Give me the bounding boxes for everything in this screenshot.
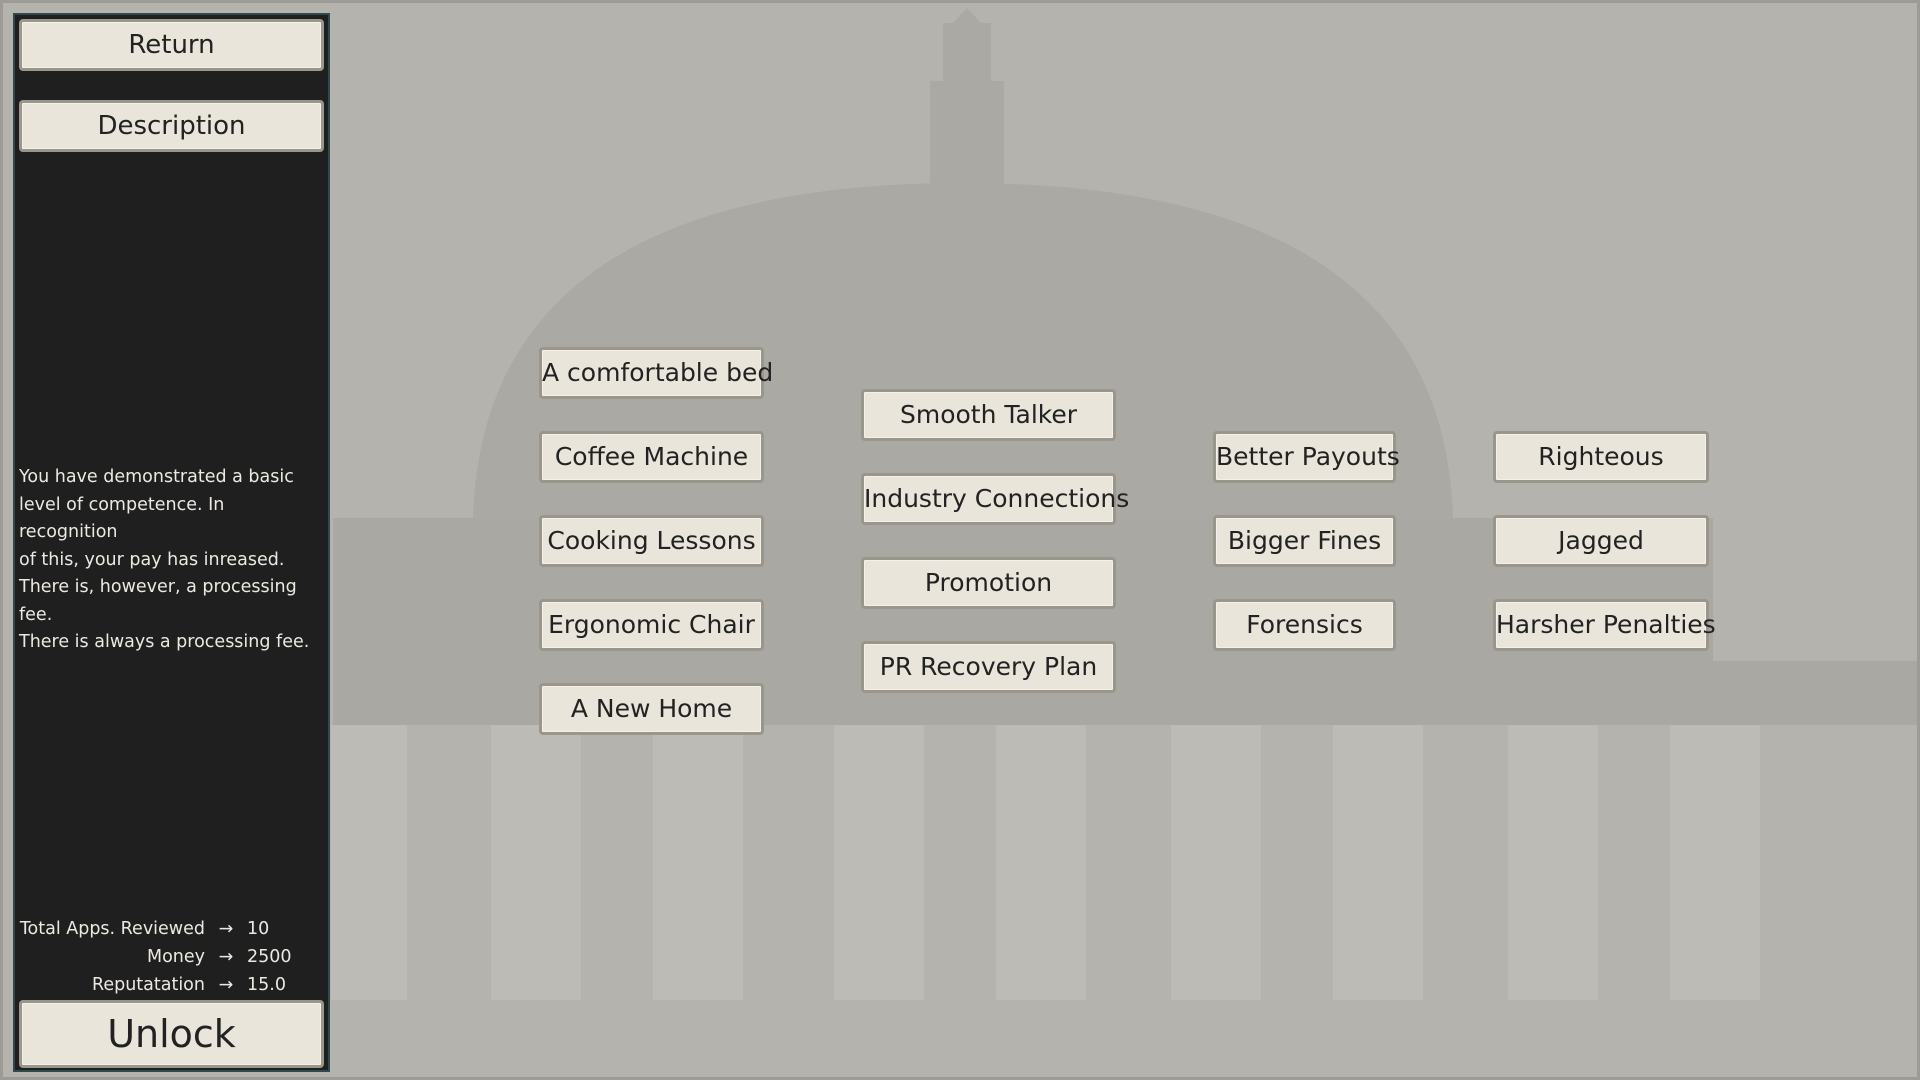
upgrade-forensics[interactable]: Forensics — [1213, 599, 1396, 651]
stat-value: 15.0 — [247, 975, 286, 995]
upgrade-description: You have demonstrated a basic level of competence. In recognition of this, your pay has inreased. There is, however, a processing fee. There is always a processing fee. — [19, 467, 310, 652]
stat-label: Total Apps. Reviewed — [19, 919, 205, 939]
upgrade-new-home[interactable]: A New Home — [539, 683, 764, 735]
stat-value: 2500 — [247, 947, 292, 967]
upgrade-ergonomic-chair[interactable]: Ergonomic Chair — [539, 599, 764, 651]
arrow-icon: → — [218, 919, 234, 939]
stat-row — [15, 971, 325, 999]
stat-row — [15, 943, 325, 971]
arrow-icon: → — [218, 947, 234, 967]
unlock-button[interactable]: Unlock — [19, 1000, 324, 1068]
upgrade-smooth-talker[interactable]: Smooth Talker — [861, 389, 1116, 441]
unlock-requirements — [15, 915, 325, 999]
upgrade-pr-recovery-plan[interactable]: PR Recovery Plan — [861, 641, 1116, 693]
upgrade-jagged[interactable]: Jagged — [1493, 515, 1709, 567]
description-button[interactable]: Description — [19, 100, 324, 152]
upgrade-industry-connections[interactable]: Industry Connections — [861, 473, 1116, 525]
upgrade-coffee-machine[interactable]: Coffee Machine — [539, 431, 764, 483]
sidebar-panel — [13, 13, 330, 1072]
stat-row — [15, 915, 325, 943]
upgrade-righteous[interactable]: Righteous — [1493, 431, 1709, 483]
upgrade-cooking-lessons[interactable]: Cooking Lessons — [539, 515, 764, 567]
upgrade-comfortable-bed[interactable]: A comfortable bed — [539, 347, 764, 399]
upgrade-promotion[interactable]: Promotion — [861, 557, 1116, 609]
return-button[interactable]: Return — [19, 19, 324, 71]
upgrade-better-payouts[interactable]: Better Payouts — [1213, 431, 1396, 483]
arrow-icon: → — [218, 975, 234, 995]
stat-value: 10 — [247, 919, 270, 939]
stat-label: Reputatation — [91, 975, 205, 995]
upgrade-bigger-fines[interactable]: Bigger Fines — [1213, 515, 1396, 567]
upgrade-harsher-penalties[interactable]: Harsher Penalties — [1493, 599, 1709, 651]
stat-label: Money — [146, 947, 205, 967]
